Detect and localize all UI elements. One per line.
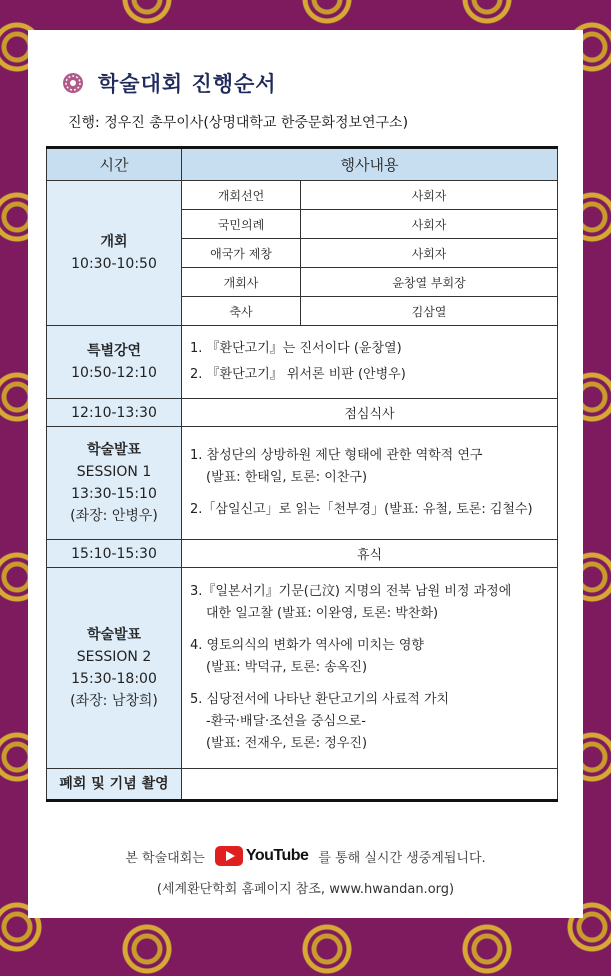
opening-item: 개회사 xyxy=(182,268,301,297)
dragon-ornament xyxy=(120,0,174,26)
session1-item xyxy=(190,445,549,489)
presenters: (발표: 박덕규, 토론: 송옥진) xyxy=(206,660,368,675)
presentation-title: 2.「삼일신고」로 읽는「천부경」(발표: 유철, 토론: 김철수) xyxy=(190,502,533,517)
presentation-title: 5. 심당전서에 나타난 환단고기의 사료적 가치 xyxy=(190,692,450,707)
special-item: 2. 『환단고기』 위서론 비판 (안병우) xyxy=(190,367,406,382)
website-note: (세계환단학회 홈페이지 참조, www.hwandan.org) xyxy=(156,882,455,897)
dragon-ornament xyxy=(300,0,354,26)
dragon-ornament xyxy=(300,922,354,976)
break-time: 15:10-15:30 xyxy=(47,540,182,568)
opening-name: 개회 xyxy=(100,234,128,250)
presentation-subtitle: -환국·배달·조선을 중심으로- xyxy=(206,714,366,729)
special-name: 특별강연 xyxy=(86,343,142,359)
header-time: 시간 xyxy=(47,148,182,181)
session1-cell xyxy=(47,427,182,540)
header-content: 행사내용 xyxy=(182,148,558,181)
session2-chair: (좌장: 남창희) xyxy=(70,693,158,709)
presenters: (발표: 전재우, 토론: 정우진) xyxy=(206,736,368,751)
presentation-title: 4. 영토의식의 변화가 역사에 미치는 영향 xyxy=(190,638,424,653)
session1-time: 13:30-15:10 xyxy=(71,486,157,502)
session2-name: 학술발표 xyxy=(86,627,142,643)
host-line: 진행: 정우진 총무이사(상명대학교 한중문화정보연구소) xyxy=(68,115,409,131)
opening-person: 사회자 xyxy=(301,210,558,239)
opening-person: 김삼열 xyxy=(301,297,558,326)
dragon-ornament xyxy=(120,922,174,976)
broadcast-line xyxy=(28,846,583,866)
youtube-play-icon xyxy=(215,846,243,866)
closing-empty xyxy=(182,769,558,801)
session2-cell xyxy=(47,568,182,769)
opening-item: 국민의례 xyxy=(182,210,301,239)
opening-person: 사회자 xyxy=(301,181,558,210)
special-items xyxy=(182,326,558,399)
flower-icon xyxy=(62,72,84,94)
program-card xyxy=(28,30,583,918)
dragon-ornament xyxy=(460,0,514,26)
session2-time: 15:30-18:00 xyxy=(71,671,157,687)
special-time: 10:50-12:10 xyxy=(71,365,157,381)
broadcast-after: 를 통해 실시간 생중계됩니다. xyxy=(318,850,486,866)
title-row xyxy=(62,68,277,98)
session1-label: SESSION 1 xyxy=(76,464,152,480)
closing-label: 폐회 및 기념 촬영 xyxy=(47,769,182,801)
session2-item xyxy=(190,635,549,679)
youtube-logo xyxy=(215,846,309,866)
dragon-ornament xyxy=(460,922,514,976)
broadcast-before: 본 학술대회는 xyxy=(125,850,205,866)
page-title: 학술대회 진행순서 xyxy=(98,72,277,96)
opening-time: 10:30-10:50 xyxy=(71,256,157,272)
opening-item: 애국가 제창 xyxy=(182,239,301,268)
session1-name: 학술발표 xyxy=(86,442,142,458)
presenters: (발표: 한태일, 토론: 이찬구) xyxy=(206,470,368,485)
opening-person: 사회자 xyxy=(301,239,558,268)
special-cell xyxy=(47,326,182,399)
special-item: 1. 『환단고기』는 진서이다 (윤창열) xyxy=(190,341,402,356)
session1-chair: (좌장: 안병우) xyxy=(70,508,158,524)
presentation-title-cont: 대한 일고찰 (발표: 이완영, 토론: 박찬화) xyxy=(206,606,439,621)
youtube-wordmark: YouTube xyxy=(245,847,309,864)
session2-items xyxy=(182,568,558,769)
session1-item xyxy=(190,499,549,521)
schedule-table xyxy=(46,146,558,802)
session2-item xyxy=(190,689,549,755)
presentation-title: 1. 참성단의 상방하원 제단 형태에 관한 역학적 연구 xyxy=(190,448,483,463)
opening-item: 축사 xyxy=(182,297,301,326)
opening-person: 윤창열 부회장 xyxy=(301,268,558,297)
lunch-time: 12:10-13:30 xyxy=(47,399,182,427)
opening-cell xyxy=(47,181,182,326)
presentation-title: 3.『일본서기』기문(己汶) 지명의 전북 남원 비정 과정에 xyxy=(190,584,512,599)
lunch-label: 점심식사 xyxy=(182,399,558,427)
session2-label: SESSION 2 xyxy=(76,649,152,665)
session2-item xyxy=(190,581,549,625)
break-label: 휴식 xyxy=(182,540,558,568)
session1-items xyxy=(182,427,558,540)
opening-item: 개회선언 xyxy=(182,181,301,210)
